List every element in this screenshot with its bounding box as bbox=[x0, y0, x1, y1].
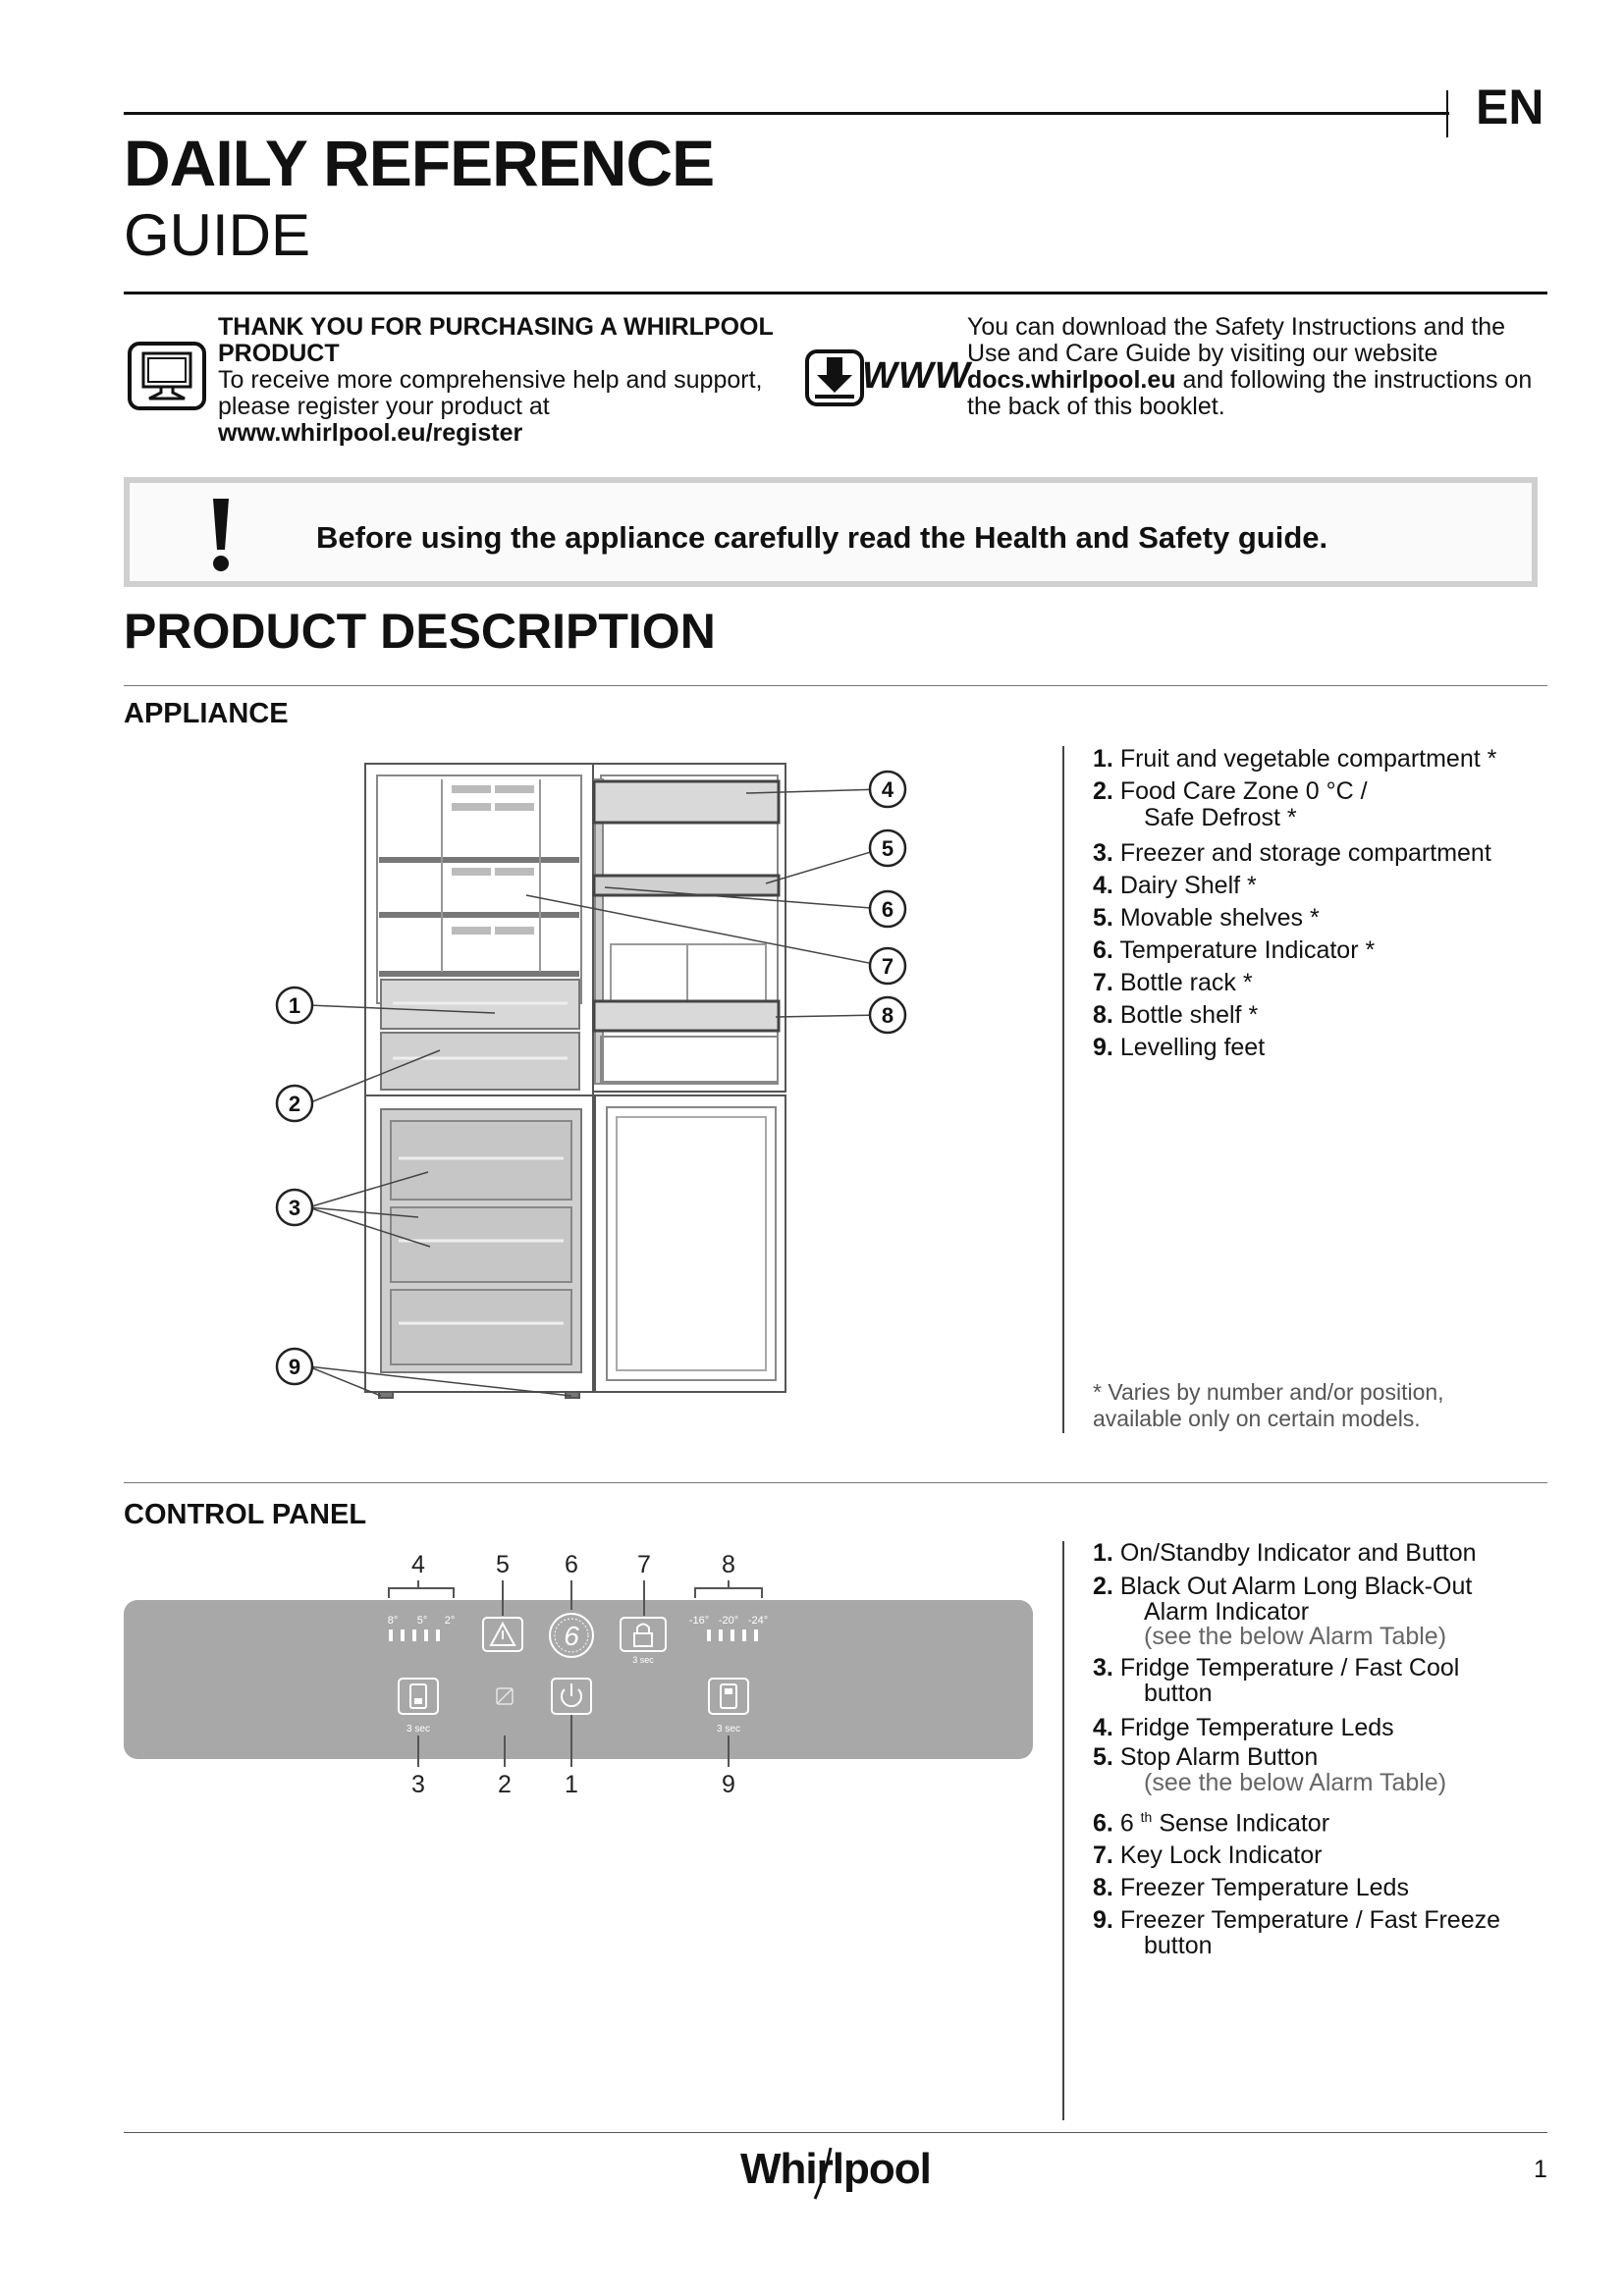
callout-2: 2 bbox=[288, 1092, 301, 1116]
list-item: 6. 6 $^{th}$ Sense Indicator bbox=[1093, 1809, 1330, 1838]
svg-text:6: 6 bbox=[564, 1621, 579, 1651]
panel-top-number-8: 8 bbox=[722, 1551, 735, 1578]
product-description-title: PRODUCT DESCRIPTION bbox=[124, 604, 716, 659]
list-item: 7. Bottle rack * bbox=[1093, 969, 1253, 996]
list-item: 3. Fridge Temperature / Fast Cool bbox=[1093, 1654, 1460, 1682]
language-label: EN bbox=[1476, 80, 1544, 134]
safety-warning-text: Before using the appliance carefully read the Health and Safety guide. bbox=[316, 520, 1328, 555]
appliance-footnote: * Varies by number and/or position, available only on certain models. bbox=[1093, 1379, 1444, 1431]
list-item: 2. Food Care Zone 0 °C / bbox=[1093, 777, 1368, 805]
panel-bottom-number-1: 1 bbox=[565, 1771, 578, 1798]
list-item: 5. Movable shelves * bbox=[1093, 904, 1320, 932]
list-item: 7. Key Lock Indicator bbox=[1093, 1842, 1323, 1870]
exclamation-icon bbox=[208, 497, 234, 575]
download-icon bbox=[805, 347, 971, 408]
title-underline bbox=[124, 292, 1547, 294]
safety-warning-box bbox=[124, 477, 1538, 587]
list-item: 1. Fruit and vegetable compartment * bbox=[1093, 745, 1497, 773]
list-item: 2. Black Out Alarm Long Black-Out bbox=[1093, 1573, 1473, 1600]
panel-bottom-number-9: 9 bbox=[722, 1771, 735, 1798]
callout-1: 1 bbox=[288, 993, 301, 1018]
callout-9: 9 bbox=[288, 1355, 301, 1379]
header-top-rule bbox=[124, 112, 1449, 115]
download-block: You can download the Safety Instructions and the Use and Care Guide by visiting our website docs.whirlpool.eu and following the instructions on the back of this booklet. bbox=[967, 313, 1533, 420]
control-panel-title: CONTROL PANEL bbox=[124, 1499, 367, 1530]
section-divider bbox=[124, 685, 1547, 686]
appliance-list: 1. Fruit and vegetable compartment * 2. Food Care Zone 0 °C / Safe Defrost * 3. Freezer and storage compartment 4. Dairy Shelf * 5. Movable shelves * 6. Temperature Indicator * 7. Bottle rack * 8. Bottle shelf * 9. Levelling feet bbox=[1093, 743, 1496, 1064]
panel-top-number-6: 6 bbox=[565, 1551, 578, 1578]
register-text: To receive more comprehensive help and support, please register your product at bbox=[218, 366, 763, 420]
register-heading: THANK YOU FOR PURCHASING A WHIRLPOOL PRODUCT bbox=[218, 313, 774, 367]
callout-8: 8 bbox=[881, 1003, 894, 1028]
panel-bottom-number-2: 2 bbox=[498, 1771, 512, 1798]
svg-text:-24°: -24° bbox=[747, 1615, 769, 1627]
list-item: 6. Temperature Indicator * bbox=[1093, 936, 1376, 964]
list-item: 9. Freezer Temperature / Fast Freeze bbox=[1093, 1906, 1500, 1935]
svg-text:3 sec: 3 sec bbox=[406, 1724, 430, 1735]
list-item: 8. Bottle shelf * bbox=[1093, 1001, 1259, 1029]
list-item: 4. Fridge Temperature Leds bbox=[1093, 1714, 1394, 1741]
control-list-divider bbox=[1062, 1541, 1064, 2120]
panel-bottom-number-3: 3 bbox=[411, 1771, 425, 1798]
svg-text:8°: 8° bbox=[387, 1615, 399, 1627]
svg-text:2°: 2° bbox=[444, 1615, 456, 1627]
page-number: 1 bbox=[1534, 2156, 1547, 2183]
panel-top-number-5: 5 bbox=[496, 1551, 510, 1578]
list-item: 4. Dairy Shelf * bbox=[1093, 872, 1257, 899]
fridge-diagram bbox=[255, 746, 943, 1433]
register-block bbox=[218, 314, 787, 447]
list-item: 9. Levelling feet bbox=[1093, 1034, 1266, 1061]
register-link[interactable]: www.whirlpool.eu/register bbox=[218, 419, 523, 447]
monitor-icon bbox=[128, 342, 206, 410]
svg-text:Whirlpool: Whirlpool bbox=[740, 2145, 931, 2193]
panel-top-number-7: 7 bbox=[637, 1551, 651, 1578]
list-item: 1. On/Standby Indicator and Button bbox=[1093, 1539, 1477, 1567]
callout-6: 6 bbox=[881, 897, 894, 922]
docs-link[interactable]: docs.whirlpool.eu bbox=[967, 366, 1176, 394]
panel-top-number-4: 4 bbox=[411, 1551, 425, 1578]
page-subtitle: GUIDE bbox=[124, 202, 311, 268]
callout-5: 5 bbox=[881, 836, 894, 861]
svg-text:-16°: -16° bbox=[688, 1615, 710, 1627]
appliance-list-divider bbox=[1062, 746, 1064, 1433]
list-item: 3. Freezer and storage compartment bbox=[1093, 839, 1491, 867]
svg-text:3 sec: 3 sec bbox=[632, 1655, 654, 1665]
callout-4: 4 bbox=[881, 777, 894, 802]
appliance-title: APPLIANCE bbox=[124, 698, 289, 729]
control-panel-diagram bbox=[124, 1541, 1037, 1816]
list-item: 5. Stop Alarm Button bbox=[1093, 1743, 1319, 1771]
svg-text:3 sec: 3 sec bbox=[717, 1724, 740, 1735]
svg-text:-20°: -20° bbox=[718, 1615, 739, 1627]
callout-7: 7 bbox=[881, 954, 894, 979]
footer-rule bbox=[124, 2132, 1547, 2133]
list-item: 8. Freezer Temperature Leds bbox=[1093, 1874, 1409, 1902]
page-title: DAILY REFERENCE bbox=[124, 127, 715, 199]
header-divider-tick bbox=[1446, 90, 1448, 137]
section-divider bbox=[124, 1482, 1547, 1483]
control-panel-list: 1. On/Standby Indicator and Button 2. Black Out Alarm Long Black-Out Alarm Indicator (see the below Alarm Table) 3. Fridge Temperature / Fast Cool button 4. Fridge Temperature Leds 5. Stop Alarm Button (see the below Alarm Table) 6. 6 $^{th}$ Sense Indicator 7. Key Lock Indicator 8. Freezer Temperature Leds 9. Freezer Temperature / Fast Freeze button bbox=[1093, 1539, 1500, 1960]
callout-3: 3 bbox=[288, 1196, 301, 1220]
whirlpool-logo bbox=[736, 2138, 933, 2207]
www-label: WWW bbox=[862, 355, 971, 397]
svg-text:5°: 5° bbox=[416, 1615, 428, 1627]
